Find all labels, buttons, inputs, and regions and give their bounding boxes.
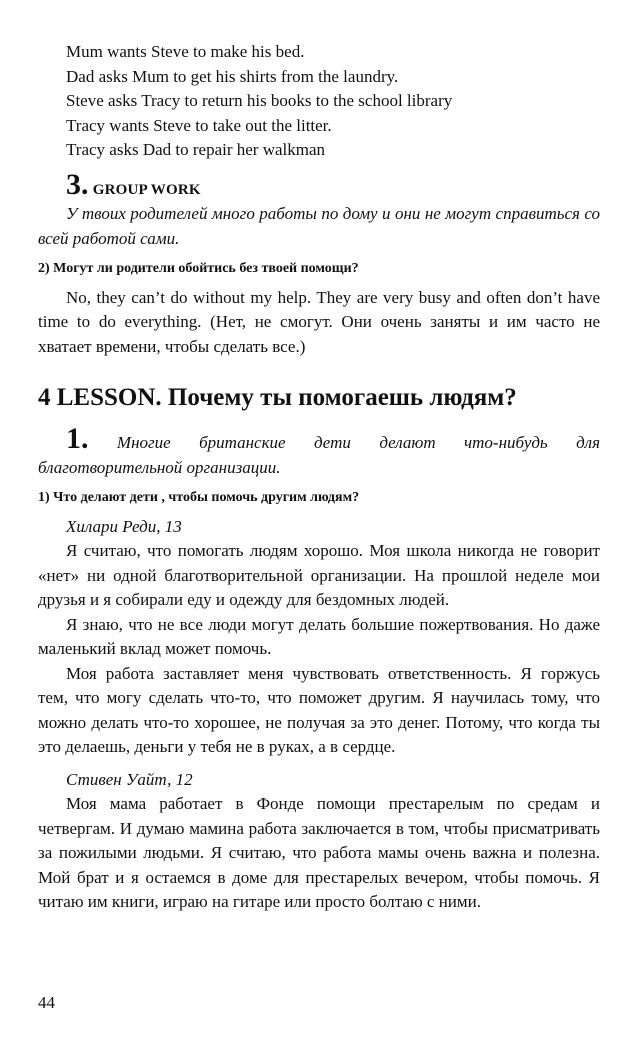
section-answer: No, they can’t do without my help. They are very busy and often don’t have time to do everything. (Нет, не смогут. Они очень заняты и им часто не хватает времени, чтобы сделать все.) (38, 287, 600, 356)
task-instruction-text: Многие британские дети делают что-нибудь для благотворительной организации. (38, 433, 600, 477)
section-title: GROUP WORK (92, 181, 201, 198)
list-item: Mum wants Steve to make his bed. (66, 42, 305, 61)
story-paragraph: Моя работа заставляет меня чувствовать ответственность. Я горжусь тем, что могу сделать что-то, что поможет другим. Я научилась тому, что можно делать что-то хорошее, не получая за это денег. Потому, что когда ты это делаешь, деньги у тебя не в руках, а в сердце. (38, 663, 600, 756)
list-item: Dad asks Mum to get his shirts from the laundry. (66, 66, 399, 86)
story-paragraph: Я считаю, что помогать людям хорошо. Моя школа никогда не говорит «нет» ни одной благотворительной организации. На прошлой неделе мои друзья и я собирали еду и одежду для бездомных людей. (38, 541, 600, 609)
task-instruction (38, 422, 600, 480)
list-item: Tracy wants Steve to take out the litter. (66, 115, 332, 135)
list-item: Steve asks Tracy to return his books to the school library (66, 91, 453, 110)
task-number: 1. (66, 422, 89, 455)
story-paragraph: Моя мама работает в Фонде помощи престарелым по средам и четвергам. И думаю мамина работа заключается в том, чтобы присматривать за пожилыми людьми. Я считаю, что работа мамы очень важна и полезна. Мой брат и я остаемся в доме для престарелых вечером, чтобы помочь. Я читаю им книги, играю на гитаре или просто болтаю с ними. (38, 794, 600, 911)
section-instruction: У твоих родителей много работы по дому и они не могут справиться со всей работой сами. (38, 204, 600, 248)
task-question: 1) Что делают дети , чтобы помочь другим людям? (38, 490, 360, 505)
lesson-title: 4 LESSON. Почему ты помогаешь людям? (38, 384, 517, 411)
page-body (38, 40, 600, 915)
section-question: 2) Могут ли родители обойтись без твоей помощи? (38, 261, 359, 276)
section-heading (38, 167, 600, 203)
page-number: 44 (38, 993, 55, 1012)
story-paragraph: Я знаю, что не все люди могут делать большие пожертвования. Но даже маленький вклад может помочь. (38, 614, 600, 658)
story-author: Стивен Уайт, 12 (66, 769, 193, 789)
section-number: 3. (66, 167, 89, 201)
story-author: Хилари Реди, 13 (66, 516, 182, 536)
sentence-list (38, 40, 600, 163)
list-item: Tracy asks Dad to repair her walkman (66, 140, 326, 159)
